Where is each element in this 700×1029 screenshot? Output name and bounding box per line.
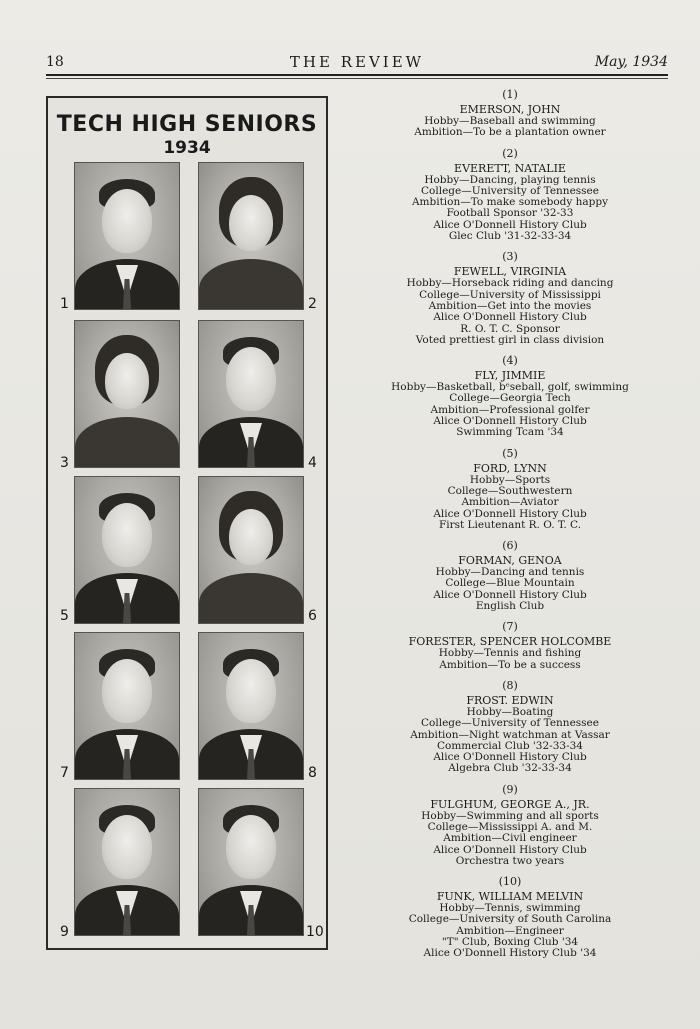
entry-detail-line: Hobby—Boating bbox=[466, 705, 554, 718]
photo-number-4: 4 bbox=[308, 455, 317, 471]
entry-name: FORESTER, SPENCER HOLCOMBE bbox=[408, 635, 612, 649]
entry-detail-line: Alice O'Donnell History Club bbox=[433, 751, 587, 764]
entry-name: FUNK, WILLIAM MELVIN bbox=[436, 890, 584, 904]
entry-index: (1) bbox=[502, 88, 518, 101]
entry-detail-line: English Club bbox=[475, 600, 545, 613]
senior-photo-3 bbox=[74, 320, 180, 468]
entry-detail-line: Hobby—Dancing and tennis bbox=[435, 566, 585, 579]
senior-entry bbox=[370, 783, 650, 867]
entry-detail-line: Ambition—To make somebody happy bbox=[411, 196, 609, 209]
entry-detail-line: Algebra Club '32-33-34 bbox=[448, 762, 572, 775]
senior-photo-4 bbox=[198, 320, 304, 468]
entry-detail-line: College—University of South Carolina bbox=[408, 913, 612, 926]
entry-index: (10) bbox=[498, 875, 522, 889]
entry-detail-line: Football Sponsor '32-33 bbox=[446, 207, 574, 220]
header-rule-thin bbox=[46, 78, 668, 79]
entry-detail-line: Swimming Tcam '34 bbox=[456, 426, 564, 439]
entry-detail-line: Ambition—Civil engineer bbox=[443, 832, 577, 845]
senior-photo-10 bbox=[198, 788, 304, 936]
photo-number-8: 8 bbox=[308, 765, 317, 781]
entry-name: FORMAN, GENOA bbox=[458, 554, 562, 568]
entry-index: (6) bbox=[502, 539, 518, 553]
senior-entry bbox=[370, 354, 650, 438]
senior-entry bbox=[370, 447, 650, 531]
entry-detail-line: Alice O'Donnell History Club bbox=[433, 588, 587, 601]
entry-detail-line: Voted prettiest girl in class division bbox=[415, 333, 605, 346]
panel-year: 1934 bbox=[163, 138, 211, 158]
entry-detail-line: College—University of Tennessee bbox=[421, 717, 599, 730]
entry-name: FULGHUM, GEORGE A., JR. bbox=[430, 797, 590, 811]
entry-detail-line: Alice O'Donnell History Club bbox=[433, 415, 587, 428]
header-rule bbox=[46, 74, 668, 76]
entry-detail-line: Alice O'Donnell History Club bbox=[433, 507, 587, 520]
senior-photo-1 bbox=[74, 162, 180, 310]
senior-list bbox=[370, 88, 650, 968]
entry-detail-line: Hobby—Horseback riding and dancing bbox=[406, 277, 614, 290]
entry-detail-line: College—Blue Mountain bbox=[445, 577, 575, 590]
entry-detail-line: Hobby—Tennis, swimming bbox=[439, 902, 581, 915]
entry-detail-line: Ambition—Engineer bbox=[456, 924, 564, 937]
senior-photo-2 bbox=[198, 162, 304, 310]
entry-index: (7) bbox=[502, 620, 518, 634]
entry-detail-line: College—Mississippi A. and M. bbox=[427, 820, 593, 833]
senior-entry bbox=[370, 620, 650, 671]
entry-name: FORD, LYNN bbox=[473, 461, 547, 475]
entry-name: FROST. EDWIN bbox=[466, 693, 554, 707]
senior-photo-5 bbox=[74, 476, 180, 624]
entry-name: FEWELL, VIRGINIA bbox=[453, 265, 567, 279]
entry-detail-line: Alice O'Donnell History Club bbox=[433, 843, 587, 856]
entry-detail-line: R. O. T. C. Sponsor bbox=[460, 322, 560, 335]
entry-detail-line: Hobby—Sports bbox=[469, 473, 551, 486]
senior-photo-8 bbox=[198, 632, 304, 780]
photo-number-9: 9 bbox=[60, 924, 69, 940]
entry-index: (9) bbox=[502, 782, 518, 796]
photo-number-10: 10 bbox=[306, 924, 324, 940]
senior-entry bbox=[370, 679, 650, 775]
entry-index: (5) bbox=[502, 446, 518, 460]
publication-title: THE REVIEW bbox=[289, 53, 425, 71]
entry-detail-line: First Lieutenant R. O. T. C. bbox=[438, 518, 582, 531]
page-header bbox=[46, 52, 668, 74]
panel-title: TECH HIGH SENIORS bbox=[56, 112, 318, 137]
senior-entry bbox=[370, 539, 650, 612]
entry-detail-line: College—University of Mississippi bbox=[419, 288, 601, 301]
senior-photo-7 bbox=[74, 632, 180, 780]
entry-detail-line: College—Georgia Tech bbox=[449, 392, 571, 405]
entry-detail-line: Glec Club '31-32-33-34 bbox=[448, 230, 572, 243]
senior-entry bbox=[370, 147, 650, 243]
entry-detail-line: Hobby—Dancing, playing tennis bbox=[424, 173, 596, 186]
senior-photo-9 bbox=[74, 788, 180, 936]
entry-detail-line: Hobby—Baseball and swimming bbox=[424, 115, 596, 127]
photo-number-6: 6 bbox=[308, 608, 317, 624]
senior-entry bbox=[370, 250, 650, 346]
senior-entry bbox=[370, 88, 650, 139]
senior-photo-6 bbox=[198, 476, 304, 624]
photo-number-3: 3 bbox=[60, 455, 69, 471]
entry-detail-line: Alice O'Donnell History Club bbox=[433, 311, 587, 324]
entry-index: (3) bbox=[502, 250, 518, 264]
senior-entry bbox=[370, 875, 650, 959]
entry-index: (4) bbox=[502, 354, 518, 368]
senior-photo-panel bbox=[46, 96, 328, 950]
entry-detail-line: Hobby—Swimming and all sports bbox=[421, 809, 599, 822]
entry-detail-line: "T" Club, Boxing Club '34 bbox=[441, 936, 579, 949]
page-number: 18 bbox=[46, 54, 64, 70]
entry-detail-line: Ambition—Get into the movies bbox=[428, 299, 592, 312]
entry-detail-line: College—Southwestern bbox=[447, 484, 573, 497]
photo-number-1: 1 bbox=[60, 296, 69, 312]
photo-number-2: 2 bbox=[308, 296, 317, 312]
entry-name: EMERSON, JOHN bbox=[459, 103, 561, 116]
entry-detail-line: Orchestra two years bbox=[455, 854, 565, 867]
entry-detail-line: Alice O'Donnell History Club bbox=[433, 218, 587, 231]
entry-detail-line: College—University of Tennessee bbox=[421, 184, 599, 197]
photo-number-7: 7 bbox=[60, 765, 69, 781]
entry-name: EVERETT, NATALIE bbox=[454, 161, 566, 175]
entry-index: (2) bbox=[502, 146, 518, 160]
entry-detail-line: Commercial Club '32-33-34 bbox=[437, 739, 583, 752]
entry-name: FLY, JIMMIE bbox=[474, 369, 546, 383]
entry-detail-line: Ambition—Aviator bbox=[461, 496, 559, 509]
photo-number-5: 5 bbox=[60, 608, 69, 624]
issue-date: May, 1934 bbox=[594, 54, 668, 70]
entry-detail-line: Ambition—To be a plantation owner bbox=[414, 126, 606, 139]
entry-detail-line: Hobby—Basketball, bᵉseball, golf, swimming bbox=[391, 381, 629, 394]
entry-detail-line: Hobby—Tennis and fishing bbox=[438, 647, 582, 660]
entry-detail-line: Ambition—Night watchman at Vassar bbox=[410, 728, 610, 741]
entry-detail-line: Alice O'Donnell History Club '34 bbox=[423, 947, 597, 960]
entry-index: (8) bbox=[502, 678, 518, 692]
entry-detail-line: Ambition—To be a success bbox=[439, 658, 581, 671]
entry-detail-line: Ambition—Professional golfer bbox=[430, 403, 590, 416]
